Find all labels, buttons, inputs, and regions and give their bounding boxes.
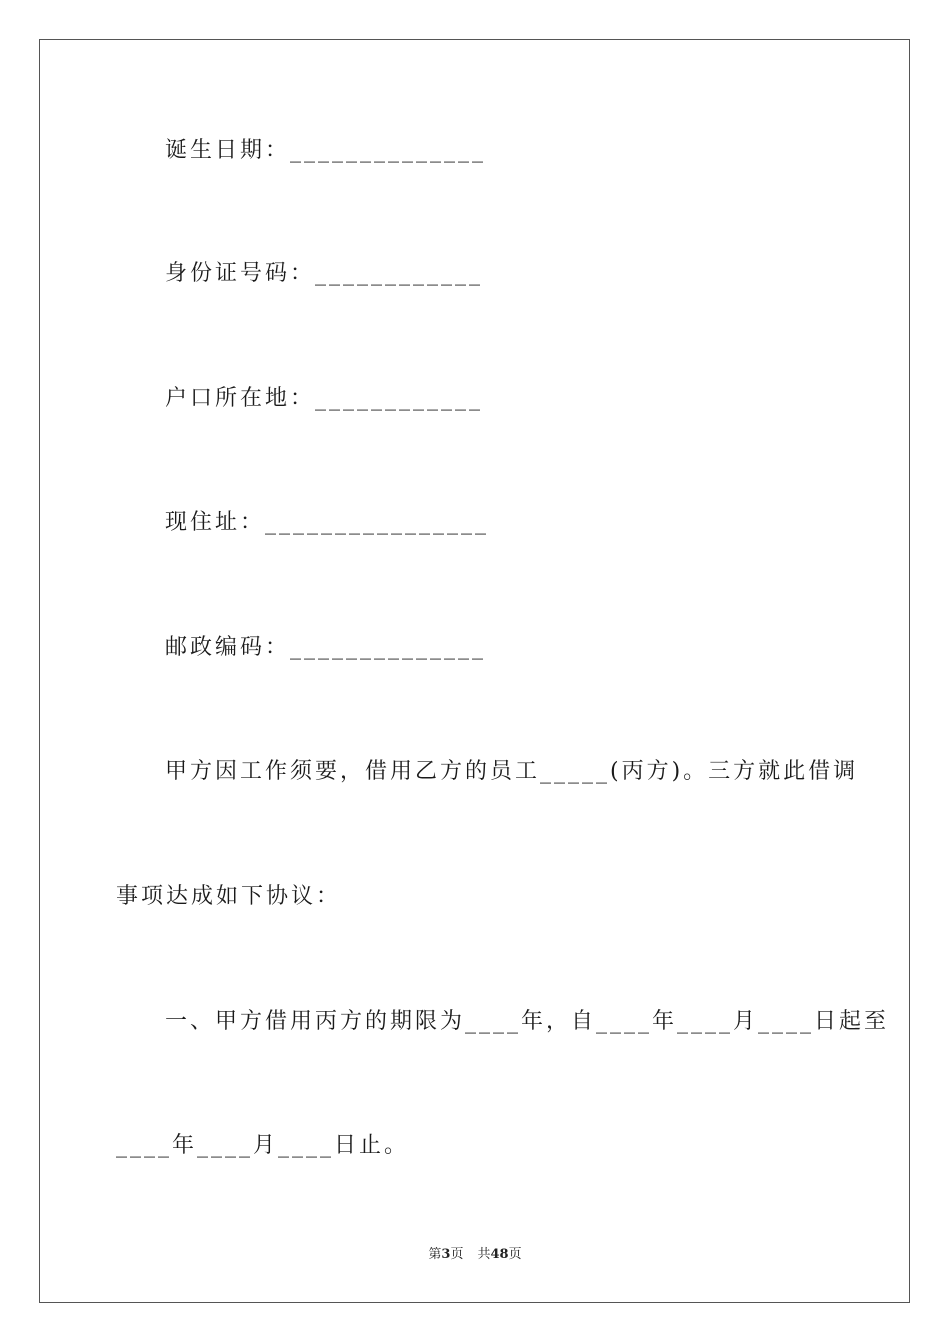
page-border xyxy=(39,39,910,1303)
total-suffix: 页 xyxy=(508,1247,522,1262)
page-suffix: 页 xyxy=(450,1247,464,1262)
birth-date-field: 诞生日期：______________ xyxy=(165,138,487,163)
postal-code-field: 邮政编码：______________ xyxy=(165,635,487,660)
clause-1-line-1: 一、甲方借用丙方的期限为____年，自____年____月____日起至 xyxy=(165,1009,890,1034)
page-footer xyxy=(0,1246,950,1264)
total-page-number: 48 xyxy=(490,1247,509,1262)
total-prefix: 共 xyxy=(477,1247,491,1262)
paragraph-line-2: 事项达成如下协议： xyxy=(116,884,342,909)
page-prefix: 第 xyxy=(428,1247,442,1262)
current-page-number: 3 xyxy=(441,1247,451,1262)
clause-1-line-2: ____年____月____日止。 xyxy=(116,1133,410,1158)
hukou-field: 户口所在地：____________ xyxy=(165,386,484,411)
address-field: 现住址：________________ xyxy=(165,510,490,535)
id-number-field: 身份证号码：____________ xyxy=(165,261,484,286)
paragraph-line-1: 甲方因工作须要，借用乙方的员工_____(丙方)。三方就此借调 xyxy=(165,759,859,784)
